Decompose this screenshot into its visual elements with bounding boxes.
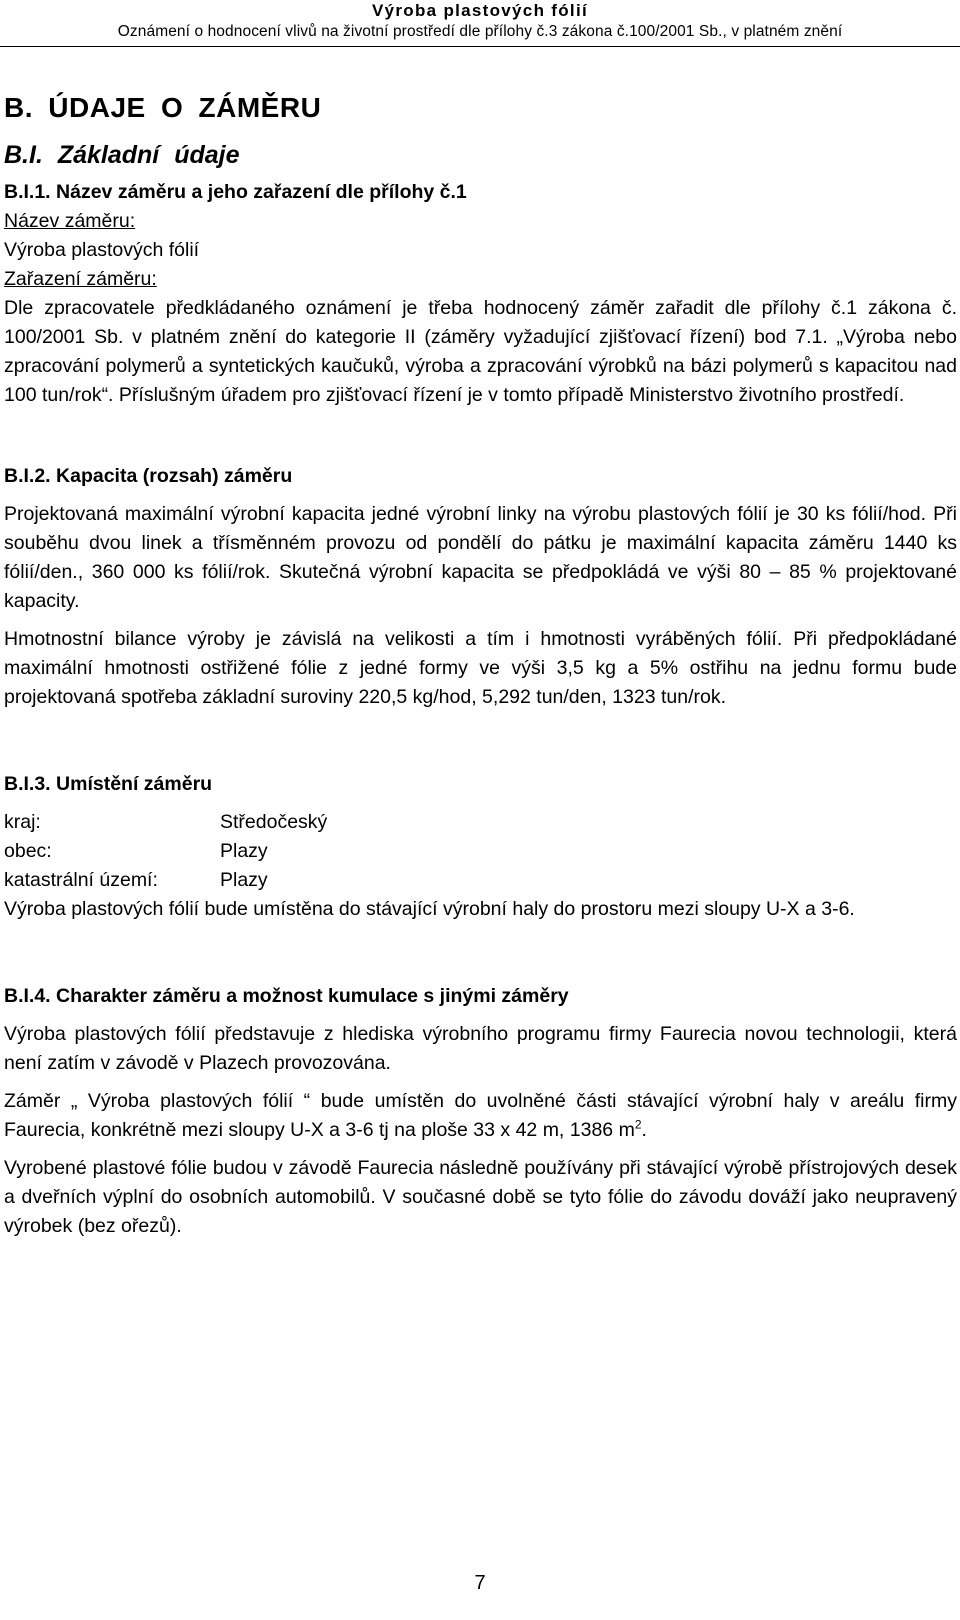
mass-balance-paragraph: Hmotnostní bilance výroby je závislá na velikosti a tím i hmotnosti vyráběných fólií. Při předpokládané maximální hmotnosti ostřižené fólie z jedné formy ve výši 3,5 kg a 5% ostřihu na jednu formu bude projektovaná spotřeba základní suroviny 220,5 kg/hod, 5,292 tun/den, 1323 tun/rok. (4, 628, 957, 708)
character-paragraph-3: Vyrobené plastové fólie budou v závodě Faurecia následně používány při stávající výrobě přístrojových desek a dveřních výplní do osobních automobilů. V současné době se tyto fólie do závodu dováží jako neupravený výrobek (bez ořezů). (4, 1157, 957, 1237)
heading-number: B.I.4. (4, 985, 51, 1007)
name-label: Název záměru: (4, 210, 136, 232)
superscript: 2 (634, 1117, 642, 1132)
location-label: katastrální území: (4, 869, 158, 891)
header-subtitle: Oznámení o hodnocení vlivů na životní prostředí dle přílohy č.3 zákona č.100/2001 Sb., v platném znění (117, 23, 843, 40)
location-row-region (4, 808, 957, 837)
capacity-paragraph: Projektovaná maximální výrobní kapacita jedné výrobní linky na výrobu plastových fólií je 30 ks fólií/hod. Při souběhu dvou linek a třísměnném provozu od pondělí do pátku je maximální kapacita záměru 1440 ks fólií/den., 360 000 ks fólií/rok. Skutečná výrobní kapacita se předpokládá ve výši 80 – 85 % projektované kapacity. (4, 503, 957, 612)
header-title: Výroba plastových fólií (371, 1, 588, 20)
heading-b-i-2 (4, 462, 957, 491)
class-paragraph: Dle zpracovatele předkládaného oznámení je třeba hodnocený záměr zařadit dle přílohy č.1 zákona č. 100/2001 Sb. v platném znění do kategorie II (záměry vyžadující zjišťovací řízení) bod 7.1. „Výroba nebo zpracování polymerů a syntetických kaučuků, výroba a zpracování výrobků na bázi polymerů s kapacitou nad 100 tun/rok“. Příslušným úřadem pro zjišťovací řízení je v tomto případě Ministerstvo životního prostředí. (4, 297, 957, 406)
heading-title: Umístění záměru (56, 773, 213, 795)
location-label: kraj: (4, 811, 41, 833)
location-row-municipality (4, 837, 957, 866)
paragraph-text: Záměr „ Výroba plastových fólií “ bude umístěn do uvolněné části stávající výrobní haly v areálu firmy Faurecia, konkrétně mezi sloupy U-X a 3-6 tj na ploše 33 x 42 m, 1386 m (4, 1090, 957, 1141)
heading-b-i-3 (4, 770, 957, 799)
paragraph-end: . (641, 1119, 647, 1141)
location-paragraph: Výroba plastových fólií bude umístěna do stávající výrobní haly do prostoru mezi sloupy U-X a 3-6. (4, 898, 855, 920)
heading-b-i-1 (4, 178, 957, 207)
location-value: Plazy (220, 869, 268, 891)
heading-number: B.I.1. (4, 181, 51, 203)
class-label: Zařazení záměru: (4, 268, 157, 290)
subsection-heading: B.I. Základní údaje (4, 141, 240, 169)
header-divider (0, 46, 960, 47)
location-row-cadastral (4, 866, 957, 895)
document-body (4, 90, 957, 1241)
heading-title: Název záměru a jeho zařazení dle přílohy č.1 (56, 181, 467, 203)
character-paragraph-1: Výroba plastových fólií představuje z hlediska výrobního programu firmy Faurecia novou technologii, která není zatím v závodě v Plazech provozována. (4, 1023, 957, 1074)
heading-number: B.I.2. (4, 465, 51, 487)
section-heading: B. ÚDAJE O ZÁMĚRU (4, 92, 322, 123)
location-label: obec: (4, 840, 52, 862)
heading-title: Charakter záměru a možnost kumulace s jinými záměry (56, 985, 569, 1007)
character-paragraph-2 (4, 1087, 957, 1145)
location-value: Plazy (220, 840, 268, 862)
page-number: 7 (474, 1572, 486, 1594)
heading-number: B.I.3. (4, 773, 51, 795)
location-value: Středočeský (220, 811, 328, 833)
name-value: Výroba plastových fólií (4, 239, 200, 261)
heading-b-i-4 (4, 982, 957, 1011)
heading-title: Kapacita (rozsah) záměru (56, 465, 293, 487)
